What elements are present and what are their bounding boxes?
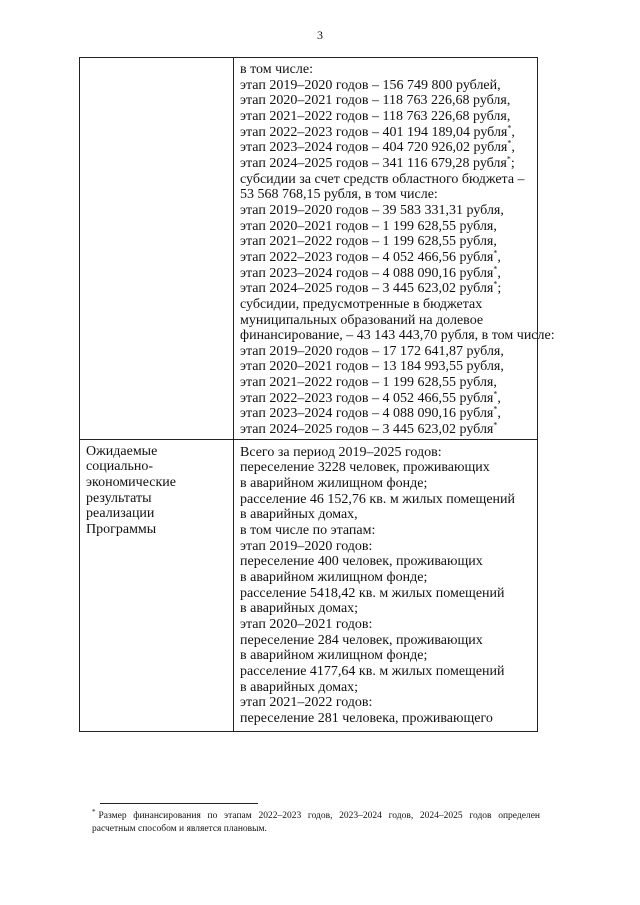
results-line: переселение 400 человек, проживающих (240, 554, 483, 570)
financing-line-text: этап 2019–2020 годов – 156 749 800 рублей, (240, 77, 501, 93)
results-label-line: экономические (86, 475, 177, 491)
footnote (92, 807, 540, 836)
financing-line (240, 281, 533, 297)
results-line: этап 2021–2022 годов: (240, 695, 373, 711)
financing-line-text: субсидии за счет средств областного бюджета – (240, 171, 525, 187)
results-line: в аварийных домах; (240, 601, 359, 617)
financing-line (240, 62, 533, 78)
financing-line (240, 109, 533, 125)
results-line: в аварийных домах; (240, 679, 359, 695)
footnote-reference-marker: * (507, 122, 512, 132)
financing-line-punctuation: , (511, 124, 515, 140)
financing-line (240, 391, 533, 407)
financing-line (240, 263, 533, 282)
financing-line (240, 375, 533, 391)
results-label-line: реализации (86, 506, 155, 522)
results-line: этап 2020–2021 годов: (240, 616, 373, 632)
financing-line (240, 313, 533, 329)
results-label-line: Ожидаемые (86, 443, 158, 459)
footnote-text: Размер финансирования по этапам 2022–2023 годов, 2023–2024 годов, 2024–2025 годов определен расчетным способом и является плановым. (92, 811, 540, 834)
footnote-reference-marker: * (493, 420, 498, 430)
financing-line-punctuation: ; (510, 155, 515, 171)
row1-label (80, 58, 233, 62)
results-line: переселение 281 человека, проживающего (240, 710, 493, 726)
financing-line-text: этап 2020–2021 годов – 13 184 993,55 рубля, (240, 359, 504, 375)
financing-lines (234, 58, 555, 439)
results-line: в аварийном жилищном фонде; (240, 570, 428, 585)
results-line: Всего за период 2019–2025 годов: (240, 444, 442, 460)
financing-line-text: этап 2023–2024 годов – 4 088 090,16 рубля (240, 406, 494, 422)
footnote-reference-marker: * (507, 138, 512, 148)
results-line: расселение 4177,64 кв. м жилых помещений (240, 663, 505, 679)
results-label-line: результаты (86, 490, 152, 506)
financing-line-text: финансирование, – 43 143 443,70 рубля, в том числе: (240, 328, 555, 344)
results-label (80, 440, 233, 538)
financing-line (240, 93, 533, 109)
financing-line (240, 422, 533, 438)
financing-line (240, 328, 555, 344)
financing-line-text: этап 2020–2021 годов – 1 199 628,55 рубля, (240, 218, 497, 234)
results-lines (234, 440, 537, 731)
footnote-separator (100, 803, 258, 804)
financing-line (240, 140, 533, 156)
financing-line (240, 297, 533, 313)
financing-line (240, 156, 533, 172)
financing-line-text: этап 2024–2025 годов – 341 116 679,28 рубля (240, 155, 507, 171)
table-cell-label-empty (80, 58, 234, 440)
financing-line-text: 53 568 768,15 рубля, в том числе: (240, 187, 438, 203)
financing-line (240, 406, 533, 422)
financing-line (240, 172, 533, 188)
footnote-reference-marker: * (493, 279, 498, 289)
financing-line-text: субсидии, предусмотренные в бюджетах (240, 296, 483, 312)
financing-line-text: этап 2019–2020 годов – 39 583 331,31 рубля, (240, 202, 504, 218)
footnote-reference-marker: * (506, 154, 511, 164)
results-line: этап 2019–2020 годов: (240, 538, 373, 554)
financing-line-text: этап 2024–2025 годов – 3 445 623,02 рубля (240, 281, 494, 297)
page-number: 3 (317, 28, 323, 42)
results-line: расселение 5418,42 кв. м жилых помещений (240, 585, 505, 601)
financing-line (240, 344, 533, 360)
footnote-reference-marker: * (493, 248, 498, 258)
results-label-line: Программы (86, 522, 157, 538)
results-line: расселение 46 152,76 кв. м жилых помещений (240, 491, 516, 507)
table-row-expected-results (80, 439, 538, 731)
table-cell-financing (234, 58, 555, 440)
table-row-financing (80, 58, 538, 440)
financing-line (240, 234, 533, 250)
footnote-reference-marker: * (493, 404, 498, 414)
financing-line (240, 122, 533, 141)
financing-line-text: этап 2023–2024 годов – 404 720 926,02 рубля (240, 140, 508, 156)
financing-line-text: этап 2023–2024 годов – 4 088 090,16 рубля (240, 265, 494, 281)
financing-line-text: этап 2022–2023 годов – 4 052 466,56 рубля (240, 249, 494, 265)
results-label-line: социально- (86, 459, 154, 475)
financing-line-punctuation: , (497, 265, 501, 281)
financing-line (240, 359, 533, 375)
financing-line (240, 78, 533, 94)
results-line: в аварийных домах, (240, 507, 358, 523)
financing-line-text: этап 2020–2021 годов – 118 763 226,68 рубля, (240, 93, 511, 109)
financing-line-text: в том числе: (240, 62, 313, 77)
financing-line (240, 187, 533, 203)
financing-line-text: этап 2021–2022 годов – 1 199 628,55 рубля, (240, 234, 497, 250)
results-line: в аварийном жилищном фонде; (240, 648, 428, 664)
financing-line-text: этап 2024–2025 годов – 3 445 623,02 рубля (240, 422, 494, 438)
footnote-reference-marker: * (493, 389, 498, 399)
results-line: переселение 3228 человек, проживающих (240, 460, 490, 476)
financing-line-punctuation: , (511, 140, 515, 156)
financing-line-punctuation: , (497, 406, 501, 422)
financing-line-punctuation: ; (497, 281, 502, 297)
footnote-reference-marker: * (493, 263, 498, 273)
results-line: переселение 284 человек, проживающих (240, 632, 483, 648)
table-cell-results-label (80, 439, 234, 731)
financing-line-punctuation: , (497, 390, 501, 406)
footnote-marker: * (92, 807, 96, 816)
financing-line (240, 203, 533, 219)
financing-line (240, 250, 533, 266)
financing-line-text: этап 2021–2022 годов – 1 199 628,55 рубля, (240, 375, 497, 391)
results-line: в том числе по этапам: (240, 523, 376, 539)
financing-line-punctuation: , (497, 249, 501, 265)
financing-line-text: этап 2022–2023 годов – 4 052 466,55 рубля (240, 390, 494, 406)
results-line: в аварийном жилищном фонде; (240, 476, 428, 492)
financing-line-text: этап 2021–2022 годов – 118 763 226,68 рубля, (240, 108, 511, 124)
program-passport-table (79, 57, 555, 732)
table-cell-results (234, 439, 538, 731)
financing-line-text: муниципальных образований на долевое (240, 312, 484, 328)
financing-line-text: этап 2019–2020 годов – 17 172 641,87 рубля, (240, 343, 504, 359)
financing-line-text: этап 2022–2023 годов – 401 194 189,04 рубля (240, 124, 508, 140)
financing-line (240, 219, 533, 235)
